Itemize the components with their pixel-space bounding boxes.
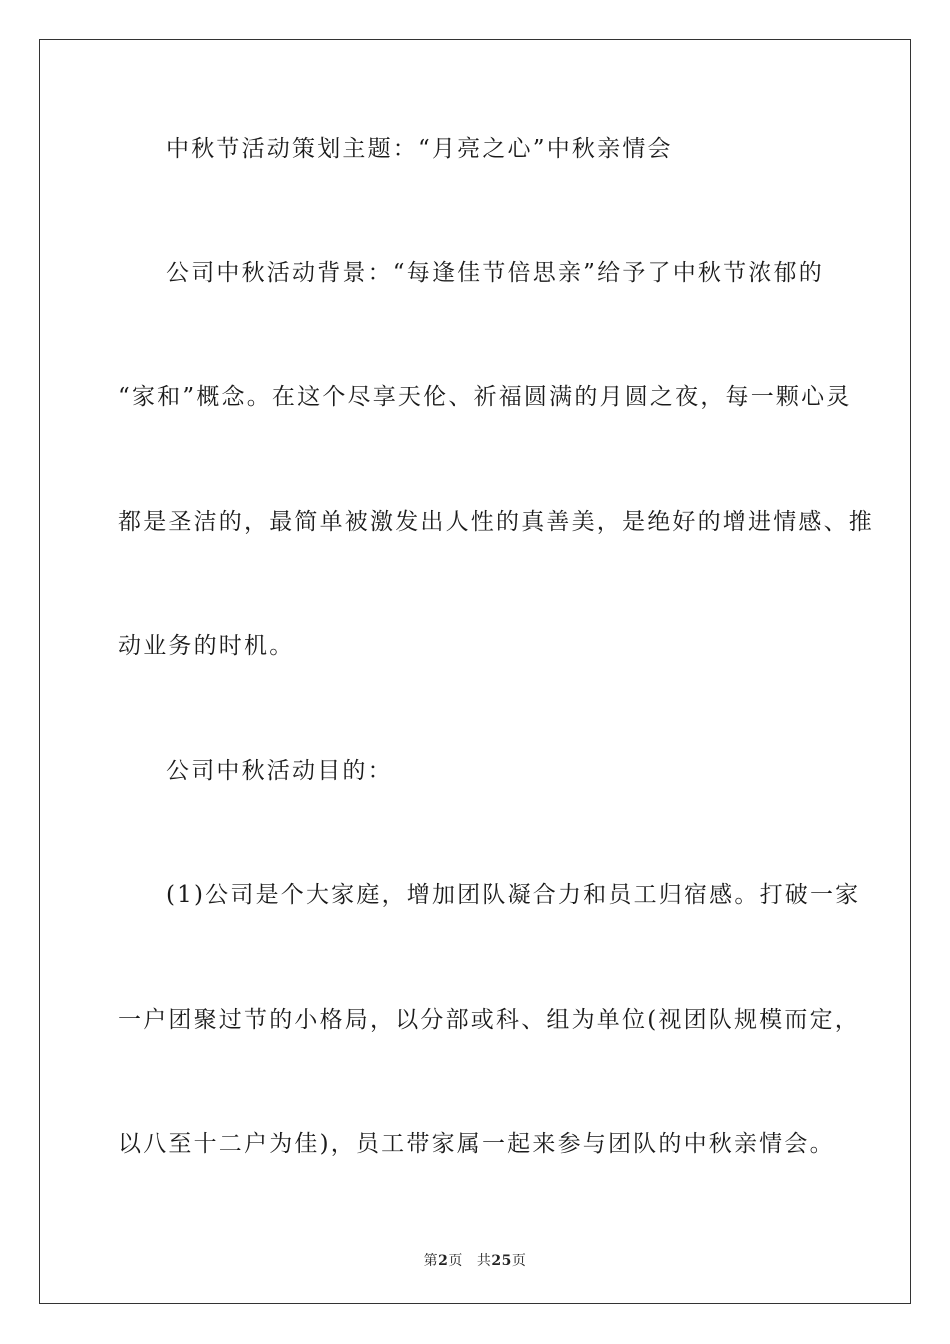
background-line-4: 动业务的时机。 bbox=[118, 633, 295, 659]
background-line-2: “家和”概念。在这个尽享天伦、祈福圆满的月圆之夜，每一颗心灵 bbox=[118, 384, 852, 410]
purpose-item-line-1: (1)公司是个大家庭，增加团队凝合力和员工归宿感。打破一家 bbox=[166, 882, 861, 908]
theme-line: 中秋节活动策划主题：“月亮之心”中秋亲情会 bbox=[166, 136, 673, 162]
total-prefix: 共 bbox=[476, 1253, 492, 1269]
total-pages: 25 bbox=[491, 1253, 512, 1269]
page-number: 2 bbox=[438, 1253, 449, 1269]
purpose-item-line-2: 一户团聚过节的小格局，以分部或科、组为单位(视团队规模而定， bbox=[118, 1007, 860, 1033]
purpose-heading: 公司中秋活动目的： bbox=[166, 758, 393, 784]
background-line-3: 都是圣洁的，最简单被激发出人性的真善美，是绝好的增进情感、推 bbox=[118, 509, 874, 535]
total-suffix: 页 bbox=[511, 1253, 527, 1269]
purpose-item-line-3: 以八至十二户为佳)，员工带家属一起来参与团队的中秋亲情会。 bbox=[118, 1131, 835, 1157]
page-footer bbox=[0, 1250, 950, 1270]
page-prefix: 第 bbox=[423, 1253, 439, 1269]
page-frame bbox=[39, 39, 911, 1304]
background-line-1: 公司中秋活动背景：“每逢佳节倍思亲”给予了中秋节浓郁的 bbox=[166, 260, 824, 286]
page-suffix: 页 bbox=[448, 1253, 463, 1269]
